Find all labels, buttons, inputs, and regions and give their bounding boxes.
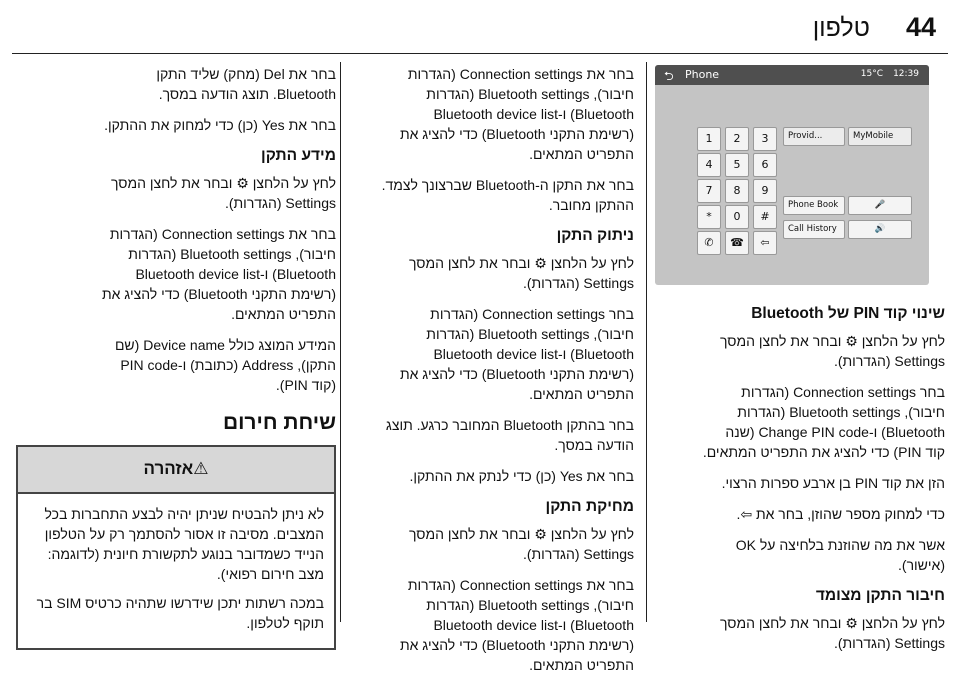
paragraph: בחר את Connection settings (הגדרות חיבור), Bluetooth settings (הגדרות Bluetooth) ו-Bluetooth device list (רשימת התקני Bluetooth) כדי להציג את התפריט המתאים. xyxy=(101,226,336,322)
column-right xyxy=(655,296,945,664)
keypad-key: 3 xyxy=(753,127,777,151)
callhistory-button: Call History xyxy=(783,220,845,239)
paragraph: לחץ על הלחצן ⚙ ובחר את לחצן המסך Settings (הגדרות). xyxy=(110,175,336,211)
paragraph: הזן את קוד PIN בן ארבע ספרות הרצוי. xyxy=(721,475,945,491)
column-divider-left xyxy=(340,62,341,622)
hangup-key-icon: ☎ xyxy=(725,231,749,255)
mute-icon: 🎤 xyxy=(848,196,912,215)
keypad-key: 7 xyxy=(697,179,721,203)
heading-disconnect-device: ניתוק התקן xyxy=(556,227,634,244)
paragraph: בחר Connection settings (הגדרות חיבור), Bluetooth settings (הגדרות Bluetooth) ו-Bluetooth device list (רשימת התקני Bluetooth) כדי להציג את התפריט המתאים. xyxy=(399,306,634,402)
keypad-key: 0 xyxy=(725,205,749,229)
heading-device-info: מידע התקן xyxy=(261,147,336,164)
keypad-key: 1 xyxy=(697,127,721,151)
keypad-key: 2 xyxy=(725,127,749,151)
keypad-key: # xyxy=(753,205,777,229)
paragraph: בחר את Del (מחק) שליד התקן Bluetooth. תוצג הודעה במסך. xyxy=(156,66,336,102)
warning-body xyxy=(18,494,334,648)
paragraph: לחץ על הלחצן ⚙ ובחר את לחצן המסך Settings (הגדרות). xyxy=(719,615,945,651)
paragraph: לחץ על הלחצן ⚙ ובחר את לחצן המסך Settings (הגדרות). xyxy=(408,526,634,562)
speaker-icon: 🔊 xyxy=(848,220,912,239)
paragraph: בחר את Connection settings (הגדרות חיבור), Bluetooth settings (הגדרות Bluetooth) ו-Bluetooth device list (רשימת התקני Bluetooth) כדי להציג את התפריט המתאים. xyxy=(399,66,634,162)
keypad-key: 4 xyxy=(697,153,721,177)
paragraph: לחץ על הלחצן ⚙ ובחר את לחצן המסך Settings (הגדרות). xyxy=(408,255,634,291)
warning-paragraph: במכה רשתות יתכן שידרשו שתהיה כרטיס SIM בר תוקף לטלפון. xyxy=(36,595,324,631)
keypad-key: 5 xyxy=(725,153,749,177)
back-icon: ⮌ xyxy=(664,69,674,83)
screen-time: 12:39 xyxy=(893,69,919,79)
paragraph: בחר את התקן ה-Bluetooth שברצונך לצמד. ההתקן מחובר. xyxy=(381,177,634,213)
heading-change-pin: שינוי קוד PIN של Bluetooth xyxy=(751,305,945,322)
paragraph: כדי למחוק מספר שהוזן, בחר את ⇦. xyxy=(736,506,945,522)
heading-emergency-call: שיחת חירום xyxy=(222,411,336,434)
page-header xyxy=(0,0,960,60)
heading-delete-device: מחיקת התקן xyxy=(545,498,634,515)
paragraph: אשר את מה שהוזנת בלחיצה על OK (אישור). xyxy=(735,537,945,573)
phone-screen-illustration xyxy=(655,65,929,285)
paragraph: בחר את Yes (כן) כדי לנתק את ההתקן. xyxy=(409,468,634,484)
keypad-key: 6 xyxy=(753,153,777,177)
warning-box xyxy=(16,445,336,650)
provider-label: Provid... xyxy=(783,127,845,146)
screen-temperature: 15°C xyxy=(860,69,883,79)
keypad-key: * xyxy=(697,205,721,229)
delete-key-icon: ⇦ xyxy=(753,231,777,255)
paragraph: בחר בהתקן Bluetooth המחובר כרגע. תוצג הודעה במסך. xyxy=(385,417,634,453)
column-divider-right xyxy=(646,62,647,622)
paragraph: לחץ על הלחצן ⚙ ובחר את לחצן המסך Settings (הגדרות). xyxy=(719,333,945,369)
heading-connect-device: חיבור התקן מצומד xyxy=(815,587,945,604)
header-rule xyxy=(12,53,948,54)
paragraph: בחר את Yes (כן) כדי למחוק את ההתקן. xyxy=(104,117,336,133)
screen-title: Phone xyxy=(685,68,720,81)
phonebook-button: Phone Book xyxy=(783,196,845,215)
paragraph: בחר Connection settings (הגדרות חיבור), Bluetooth settings (הגדרות Bluetooth) ו-Change PIN code (שנה קוד PIN) כדי להציג את התפריט המתאים. xyxy=(702,384,945,460)
page-number: 44 xyxy=(905,12,936,42)
call-key-icon: ✆ xyxy=(697,231,721,255)
phone-name-label: MyMobile xyxy=(848,127,912,146)
warning-title: ⚠אזהרה xyxy=(18,447,334,494)
column-middle xyxy=(352,64,634,686)
warning-paragraph: לא ניתן להבטיח שניתן יהיה לבצע התחברות בכל המצבים. מסיבה זו אסור להסתמך רק על הטלפון הנייד כשמדובר בנוגע לתקשורת חיונית (לדוגמה: מצב חירום רפואי). xyxy=(44,506,324,582)
paragraph: בחר את Connection settings (הגדרות חיבור), Bluetooth settings (הגדרות Bluetooth) ו-Bluetooth device list (רשימת התקני Bluetooth) כדי להציג את התפריט המתאים. xyxy=(399,577,634,673)
keypad-key: 9 xyxy=(753,179,777,203)
screen-status-bar xyxy=(655,65,929,85)
keypad-key: 8 xyxy=(725,179,749,203)
page-title: טלפון xyxy=(812,14,870,42)
paragraph: המידע המוצג כולל Device name (שם התקן), Address (כתובת) ו-PIN code (קוד PIN). xyxy=(114,337,336,393)
column-left xyxy=(16,64,336,650)
